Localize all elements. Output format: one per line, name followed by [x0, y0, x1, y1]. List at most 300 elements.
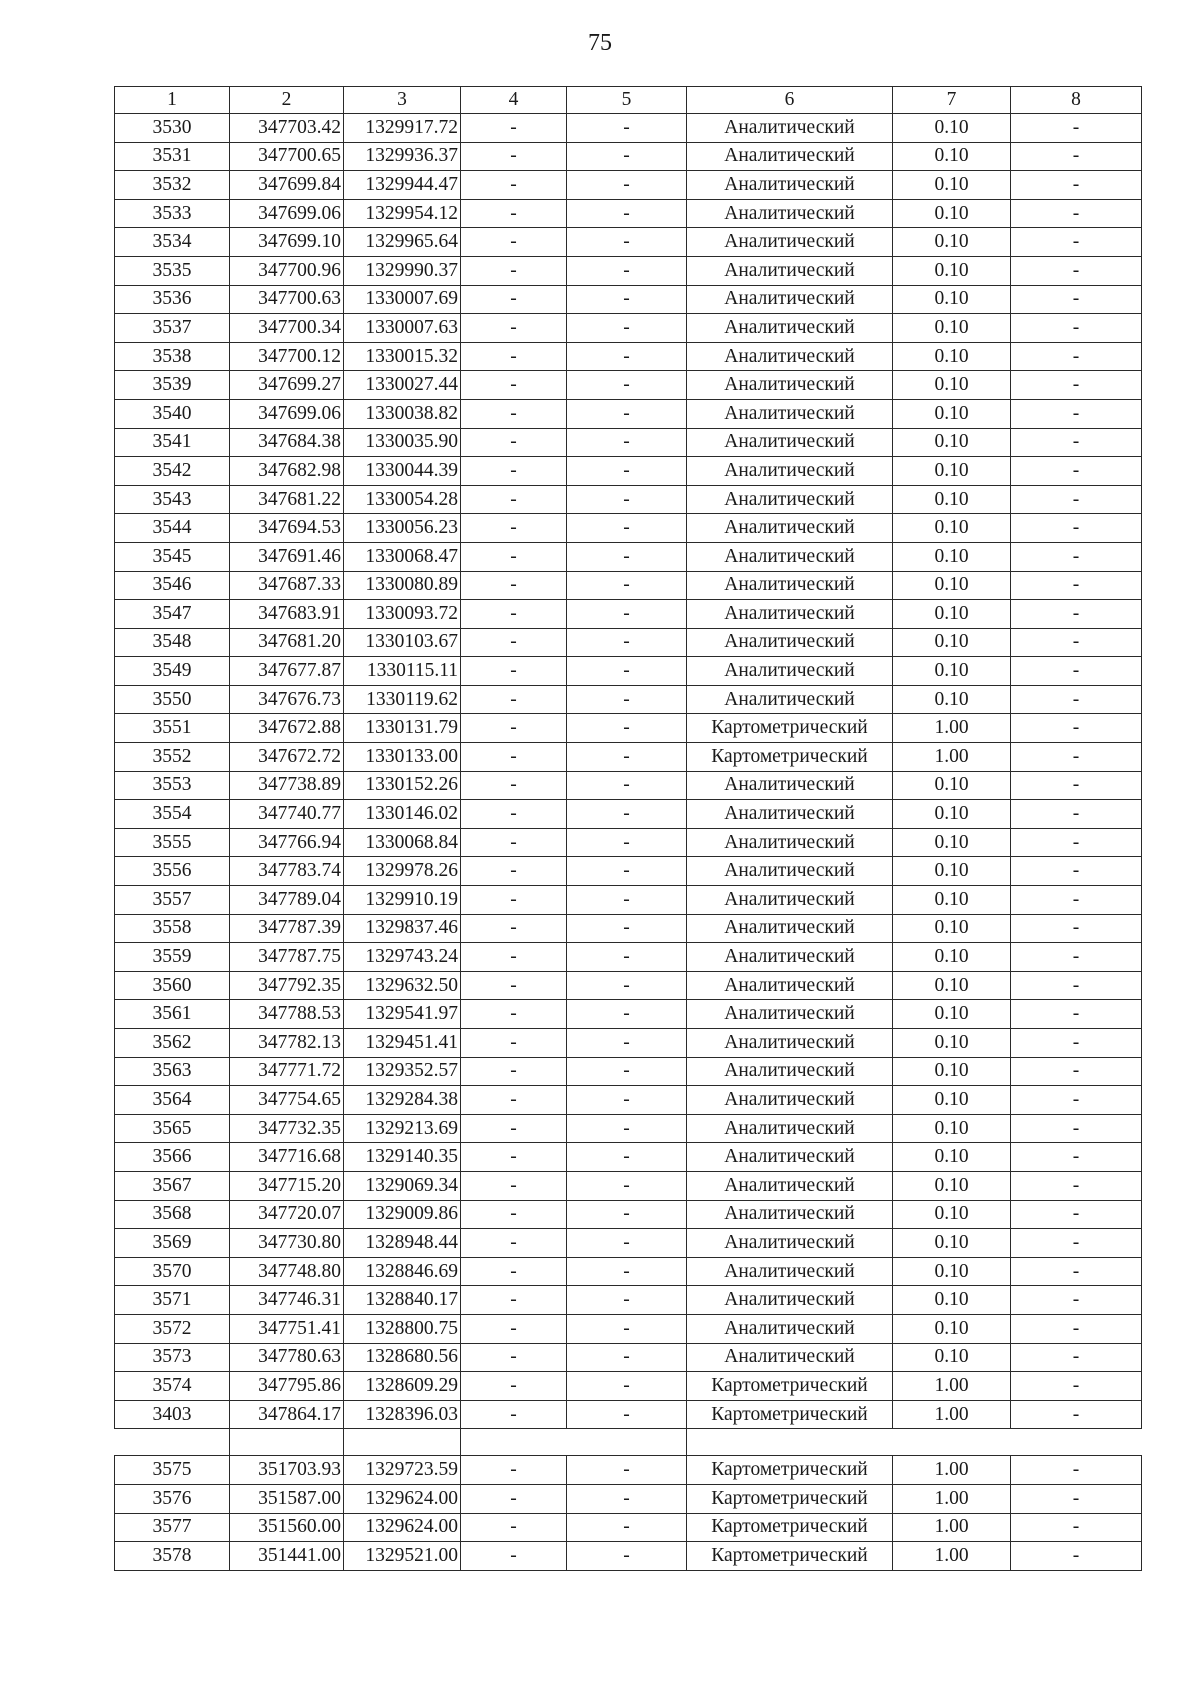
method-cell: Аналитический	[687, 943, 893, 972]
point-number-cell: 3574	[115, 1372, 230, 1401]
col5-cell: -	[567, 1229, 687, 1258]
method-cell: Картометрический	[687, 743, 893, 772]
col8-cell: -	[1011, 1114, 1142, 1143]
col4-cell: -	[461, 428, 567, 457]
table-row	[115, 600, 1142, 629]
accuracy-cell: 0.10	[893, 1171, 1011, 1200]
accuracy-cell: 0.10	[893, 285, 1011, 314]
page-number: 75	[588, 30, 612, 56]
accuracy-cell: 0.10	[893, 171, 1011, 200]
method-cell: Аналитический	[687, 800, 893, 829]
point-number-cell: 3554	[115, 800, 230, 829]
y-coordinate-cell: 1329632.50	[344, 971, 461, 1000]
x-coordinate-cell: 347684.38	[230, 428, 344, 457]
method-cell: Аналитический	[687, 1114, 893, 1143]
method-cell: Аналитический	[687, 971, 893, 1000]
x-coordinate-cell: 347687.33	[230, 571, 344, 600]
method-cell: Картометрический	[687, 1513, 893, 1542]
y-coordinate-cell: 1329954.12	[344, 199, 461, 228]
col5-cell: -	[567, 228, 687, 257]
col4-cell: -	[461, 771, 567, 800]
method-cell: Аналитический	[687, 1229, 893, 1258]
col5-cell: -	[567, 1057, 687, 1086]
col8-cell: -	[1011, 886, 1142, 915]
col4-cell: -	[461, 1343, 567, 1372]
col5-cell: -	[567, 1143, 687, 1172]
table-row	[115, 1314, 1142, 1343]
col5-cell: -	[567, 114, 687, 143]
y-coordinate-cell: 1329723.59	[344, 1456, 461, 1485]
accuracy-cell: 0.10	[893, 256, 1011, 285]
accuracy-cell: 0.10	[893, 542, 1011, 571]
y-coordinate-cell: 1330068.47	[344, 542, 461, 571]
method-cell: Аналитический	[687, 914, 893, 943]
col5-cell: -	[567, 542, 687, 571]
y-coordinate-cell: 1329213.69	[344, 1114, 461, 1143]
col8-cell: -	[1011, 1257, 1142, 1286]
x-coordinate-cell: 347683.91	[230, 600, 344, 629]
table-row	[115, 1542, 1142, 1571]
x-coordinate-cell: 347691.46	[230, 542, 344, 571]
col4-cell: -	[461, 1257, 567, 1286]
table-row	[115, 1400, 1142, 1429]
col8-cell: -	[1011, 600, 1142, 629]
col8-cell: -	[1011, 1229, 1142, 1258]
y-coordinate-cell: 1329352.57	[344, 1057, 461, 1086]
method-cell: Аналитический	[687, 485, 893, 514]
table-row	[115, 1372, 1142, 1401]
col4-cell: -	[461, 800, 567, 829]
point-number-cell: 3544	[115, 514, 230, 543]
method-cell: Аналитический	[687, 399, 893, 428]
method-cell: Картометрический	[687, 1400, 893, 1429]
point-number-cell: 3572	[115, 1314, 230, 1343]
accuracy-cell: 0.10	[893, 114, 1011, 143]
point-number-cell: 3568	[115, 1200, 230, 1229]
col5-cell: -	[567, 256, 687, 285]
table-body	[115, 87, 1142, 1571]
column-header: 3	[344, 87, 461, 114]
col8-cell: -	[1011, 1314, 1142, 1343]
accuracy-cell: 0.10	[893, 1057, 1011, 1086]
col4-cell: -	[461, 1314, 567, 1343]
x-coordinate-cell: 347792.35	[230, 971, 344, 1000]
col4-cell: -	[461, 114, 567, 143]
y-coordinate-cell: 1330093.72	[344, 600, 461, 629]
method-cell: Аналитический	[687, 171, 893, 200]
col4-cell: -	[461, 199, 567, 228]
col4-cell: -	[461, 1513, 567, 1542]
col4-cell: -	[461, 514, 567, 543]
col8-cell: -	[1011, 714, 1142, 743]
point-number-cell: 3535	[115, 256, 230, 285]
table-row	[115, 314, 1142, 343]
x-coordinate-cell: 347694.53	[230, 514, 344, 543]
accuracy-cell: 1.00	[893, 1400, 1011, 1429]
col5-cell: -	[567, 1484, 687, 1513]
table-row	[115, 657, 1142, 686]
point-number-cell: 3564	[115, 1086, 230, 1115]
accuracy-cell: 0.10	[893, 314, 1011, 343]
point-number-cell: 3559	[115, 943, 230, 972]
col5-cell: -	[567, 1513, 687, 1542]
col4-cell: -	[461, 1171, 567, 1200]
col5-cell: -	[567, 399, 687, 428]
point-number-cell: 3577	[115, 1513, 230, 1542]
y-coordinate-cell: 1329451.41	[344, 1029, 461, 1058]
point-number-cell: 3556	[115, 857, 230, 886]
col4-cell: -	[461, 142, 567, 171]
method-cell: Аналитический	[687, 342, 893, 371]
table-row	[115, 1257, 1142, 1286]
empty-cell	[115, 1429, 230, 1456]
col4-cell: -	[461, 857, 567, 886]
col8-cell: -	[1011, 1029, 1142, 1058]
table-row	[115, 1057, 1142, 1086]
y-coordinate-cell: 1328800.75	[344, 1314, 461, 1343]
col5-cell: -	[567, 714, 687, 743]
col5-cell: -	[567, 1171, 687, 1200]
x-coordinate-cell: 347787.39	[230, 914, 344, 943]
col4-cell: -	[461, 914, 567, 943]
point-number-cell: 3547	[115, 600, 230, 629]
col5-cell: -	[567, 1086, 687, 1115]
x-coordinate-cell: 347682.98	[230, 457, 344, 486]
accuracy-cell: 0.10	[893, 1314, 1011, 1343]
x-coordinate-cell: 351703.93	[230, 1456, 344, 1485]
x-coordinate-cell: 347681.22	[230, 485, 344, 514]
col5-cell: -	[567, 1372, 687, 1401]
method-cell: Аналитический	[687, 857, 893, 886]
method-cell: Аналитический	[687, 657, 893, 686]
table-row	[115, 1343, 1142, 1372]
accuracy-cell: 1.00	[893, 1456, 1011, 1485]
point-number-cell: 3578	[115, 1542, 230, 1571]
col5-cell: -	[567, 1542, 687, 1571]
header-row	[115, 87, 1142, 114]
accuracy-cell: 0.10	[893, 142, 1011, 171]
col8-cell: -	[1011, 542, 1142, 571]
col4-cell: -	[461, 1200, 567, 1229]
point-number-cell: 3540	[115, 399, 230, 428]
point-number-cell: 3551	[115, 714, 230, 743]
point-number-cell: 3575	[115, 1456, 230, 1485]
method-cell: Аналитический	[687, 1143, 893, 1172]
x-coordinate-cell: 347703.42	[230, 114, 344, 143]
col8-cell: -	[1011, 228, 1142, 257]
point-number-cell: 3530	[115, 114, 230, 143]
x-coordinate-cell: 347676.73	[230, 685, 344, 714]
x-coordinate-cell: 347782.13	[230, 1029, 344, 1058]
col4-cell: -	[461, 1400, 567, 1429]
accuracy-cell: 0.10	[893, 1200, 1011, 1229]
accuracy-cell: 0.10	[893, 399, 1011, 428]
table-row	[115, 1171, 1142, 1200]
col4-cell: -	[461, 1114, 567, 1143]
y-coordinate-cell: 1330115.11	[344, 657, 461, 686]
accuracy-cell: 0.10	[893, 1257, 1011, 1286]
table-row	[115, 542, 1142, 571]
x-coordinate-cell: 347780.63	[230, 1343, 344, 1372]
col8-cell: -	[1011, 457, 1142, 486]
point-number-cell: 3403	[115, 1400, 230, 1429]
point-number-cell: 3548	[115, 628, 230, 657]
y-coordinate-cell: 1329009.86	[344, 1200, 461, 1229]
y-coordinate-cell: 1328948.44	[344, 1229, 461, 1258]
point-number-cell: 3563	[115, 1057, 230, 1086]
table-row	[115, 628, 1142, 657]
x-coordinate-cell: 347672.72	[230, 743, 344, 772]
table-row	[115, 399, 1142, 428]
empty-cell	[687, 1429, 1142, 1456]
x-coordinate-cell: 347730.80	[230, 1229, 344, 1258]
col8-cell: -	[1011, 142, 1142, 171]
y-coordinate-cell: 1328396.03	[344, 1400, 461, 1429]
col5-cell: -	[567, 943, 687, 972]
y-coordinate-cell: 1329140.35	[344, 1143, 461, 1172]
x-coordinate-cell: 347681.20	[230, 628, 344, 657]
accuracy-cell: 0.10	[893, 943, 1011, 972]
y-coordinate-cell: 1329743.24	[344, 943, 461, 972]
method-cell: Аналитический	[687, 1171, 893, 1200]
col8-cell: -	[1011, 1200, 1142, 1229]
accuracy-cell: 0.10	[893, 1286, 1011, 1315]
y-coordinate-cell: 1330007.69	[344, 285, 461, 314]
x-coordinate-cell: 347716.68	[230, 1143, 344, 1172]
col8-cell: -	[1011, 857, 1142, 886]
method-cell: Аналитический	[687, 628, 893, 657]
accuracy-cell: 0.10	[893, 199, 1011, 228]
y-coordinate-cell: 1330103.67	[344, 628, 461, 657]
method-cell: Аналитический	[687, 228, 893, 257]
y-coordinate-cell: 1329910.19	[344, 886, 461, 915]
col5-cell: -	[567, 1000, 687, 1029]
col4-cell: -	[461, 457, 567, 486]
y-coordinate-cell: 1330056.23	[344, 514, 461, 543]
accuracy-cell: 0.10	[893, 457, 1011, 486]
method-cell: Аналитический	[687, 256, 893, 285]
col8-cell: -	[1011, 1143, 1142, 1172]
point-number-cell: 3555	[115, 828, 230, 857]
col5-cell: -	[567, 1456, 687, 1485]
method-cell: Аналитический	[687, 600, 893, 629]
point-number-cell: 3532	[115, 171, 230, 200]
col4-cell: -	[461, 171, 567, 200]
method-cell: Аналитический	[687, 1057, 893, 1086]
col8-cell: -	[1011, 1000, 1142, 1029]
x-coordinate-cell: 347787.75	[230, 943, 344, 972]
method-cell: Картометрический	[687, 1372, 893, 1401]
col5-cell: -	[567, 314, 687, 343]
col4-cell: -	[461, 571, 567, 600]
column-header: 6	[687, 87, 893, 114]
method-cell: Аналитический	[687, 428, 893, 457]
col5-cell: -	[567, 485, 687, 514]
point-number-cell: 3562	[115, 1029, 230, 1058]
accuracy-cell: 0.10	[893, 371, 1011, 400]
col8-cell: -	[1011, 1372, 1142, 1401]
table-row	[115, 800, 1142, 829]
table-row	[115, 828, 1142, 857]
point-number-cell: 3531	[115, 142, 230, 171]
col4-cell: -	[461, 342, 567, 371]
col4-cell: -	[461, 886, 567, 915]
table-row	[115, 1143, 1142, 1172]
col8-cell: -	[1011, 314, 1142, 343]
method-cell: Аналитический	[687, 514, 893, 543]
col4-cell: -	[461, 1143, 567, 1172]
accuracy-cell: 0.10	[893, 1086, 1011, 1115]
col8-cell: -	[1011, 743, 1142, 772]
y-coordinate-cell: 1329284.38	[344, 1086, 461, 1115]
point-number-cell: 3569	[115, 1229, 230, 1258]
col8-cell: -	[1011, 514, 1142, 543]
col8-cell: -	[1011, 1484, 1142, 1513]
y-coordinate-cell: 1329965.64	[344, 228, 461, 257]
col4-cell: -	[461, 685, 567, 714]
accuracy-cell: 0.10	[893, 628, 1011, 657]
x-coordinate-cell: 347700.96	[230, 256, 344, 285]
col8-cell: -	[1011, 657, 1142, 686]
col5-cell: -	[567, 1286, 687, 1315]
col8-cell: -	[1011, 800, 1142, 829]
x-coordinate-cell: 347766.94	[230, 828, 344, 857]
y-coordinate-cell: 1330007.63	[344, 314, 461, 343]
x-coordinate-cell: 347699.06	[230, 199, 344, 228]
x-coordinate-cell: 347677.87	[230, 657, 344, 686]
point-number-cell: 3539	[115, 371, 230, 400]
col4-cell: -	[461, 743, 567, 772]
point-number-cell: 3566	[115, 1143, 230, 1172]
col8-cell: -	[1011, 1513, 1142, 1542]
col5-cell: -	[567, 1314, 687, 1343]
y-coordinate-cell: 1328609.29	[344, 1372, 461, 1401]
column-header: 8	[1011, 87, 1142, 114]
col8-cell: -	[1011, 943, 1142, 972]
method-cell: Аналитический	[687, 1000, 893, 1029]
col5-cell: -	[567, 371, 687, 400]
col5-cell: -	[567, 685, 687, 714]
x-coordinate-cell: 347788.53	[230, 1000, 344, 1029]
table-row	[115, 771, 1142, 800]
accuracy-cell: 1.00	[893, 1372, 1011, 1401]
accuracy-cell: 0.10	[893, 228, 1011, 257]
col5-cell: -	[567, 142, 687, 171]
x-coordinate-cell: 347754.65	[230, 1086, 344, 1115]
method-cell: Аналитический	[687, 314, 893, 343]
method-cell: Аналитический	[687, 771, 893, 800]
table-row	[115, 714, 1142, 743]
accuracy-cell: 1.00	[893, 743, 1011, 772]
col5-cell: -	[567, 199, 687, 228]
method-cell: Аналитический	[687, 1086, 893, 1115]
method-cell: Аналитический	[687, 285, 893, 314]
col4-cell: -	[461, 714, 567, 743]
method-cell: Аналитический	[687, 886, 893, 915]
col5-cell: -	[567, 1400, 687, 1429]
col8-cell: -	[1011, 571, 1142, 600]
point-number-cell: 3560	[115, 971, 230, 1000]
method-cell: Картометрический	[687, 714, 893, 743]
accuracy-cell: 1.00	[893, 1542, 1011, 1571]
col8-cell: -	[1011, 971, 1142, 1000]
col4-cell: -	[461, 628, 567, 657]
table-row	[115, 428, 1142, 457]
y-coordinate-cell: 1330119.62	[344, 685, 461, 714]
x-coordinate-cell: 347738.89	[230, 771, 344, 800]
table-row	[115, 171, 1142, 200]
col5-cell: -	[567, 628, 687, 657]
table-row	[115, 228, 1142, 257]
col4-cell: -	[461, 228, 567, 257]
table-row	[115, 857, 1142, 886]
col5-cell: -	[567, 771, 687, 800]
col4-cell: -	[461, 1542, 567, 1571]
col4-cell: -	[461, 256, 567, 285]
table-row	[115, 1029, 1142, 1058]
x-coordinate-cell: 347748.80	[230, 1257, 344, 1286]
col5-cell: -	[567, 1200, 687, 1229]
x-coordinate-cell: 347789.04	[230, 886, 344, 915]
point-number-cell: 3541	[115, 428, 230, 457]
col4-cell: -	[461, 314, 567, 343]
x-coordinate-cell: 347864.17	[230, 1400, 344, 1429]
accuracy-cell: 0.10	[893, 657, 1011, 686]
col8-cell: -	[1011, 828, 1142, 857]
table-row	[115, 371, 1142, 400]
col4-cell: -	[461, 1286, 567, 1315]
x-coordinate-cell: 347746.31	[230, 1286, 344, 1315]
x-coordinate-cell: 351560.00	[230, 1513, 344, 1542]
y-coordinate-cell: 1329978.26	[344, 857, 461, 886]
method-cell: Аналитический	[687, 114, 893, 143]
y-coordinate-cell: 1329936.37	[344, 142, 461, 171]
col4-cell: -	[461, 1372, 567, 1401]
col8-cell: -	[1011, 628, 1142, 657]
accuracy-cell: 1.00	[893, 1484, 1011, 1513]
col8-cell: -	[1011, 399, 1142, 428]
table-row	[115, 1114, 1142, 1143]
col5-cell: -	[567, 1257, 687, 1286]
y-coordinate-cell: 1328840.17	[344, 1286, 461, 1315]
x-coordinate-cell: 347732.35	[230, 1114, 344, 1143]
col8-cell: -	[1011, 1542, 1142, 1571]
point-number-cell: 3552	[115, 743, 230, 772]
accuracy-cell: 0.10	[893, 485, 1011, 514]
accuracy-cell: 0.10	[893, 1029, 1011, 1058]
x-coordinate-cell: 347699.84	[230, 171, 344, 200]
x-coordinate-cell: 347771.72	[230, 1057, 344, 1086]
x-coordinate-cell: 351587.00	[230, 1484, 344, 1513]
col5-cell: -	[567, 428, 687, 457]
col4-cell: -	[461, 399, 567, 428]
col5-cell: -	[567, 800, 687, 829]
col8-cell: -	[1011, 1456, 1142, 1485]
col8-cell: -	[1011, 171, 1142, 200]
column-header: 2	[230, 87, 344, 114]
accuracy-cell: 1.00	[893, 1513, 1011, 1542]
table-row	[115, 685, 1142, 714]
column-header: 7	[893, 87, 1011, 114]
accuracy-cell: 0.10	[893, 1000, 1011, 1029]
col8-cell: -	[1011, 256, 1142, 285]
method-cell: Аналитический	[687, 1286, 893, 1315]
point-number-cell: 3557	[115, 886, 230, 915]
point-number-cell: 3550	[115, 685, 230, 714]
col5-cell: -	[567, 886, 687, 915]
accuracy-cell: 0.10	[893, 1143, 1011, 1172]
table-row	[115, 1456, 1142, 1485]
